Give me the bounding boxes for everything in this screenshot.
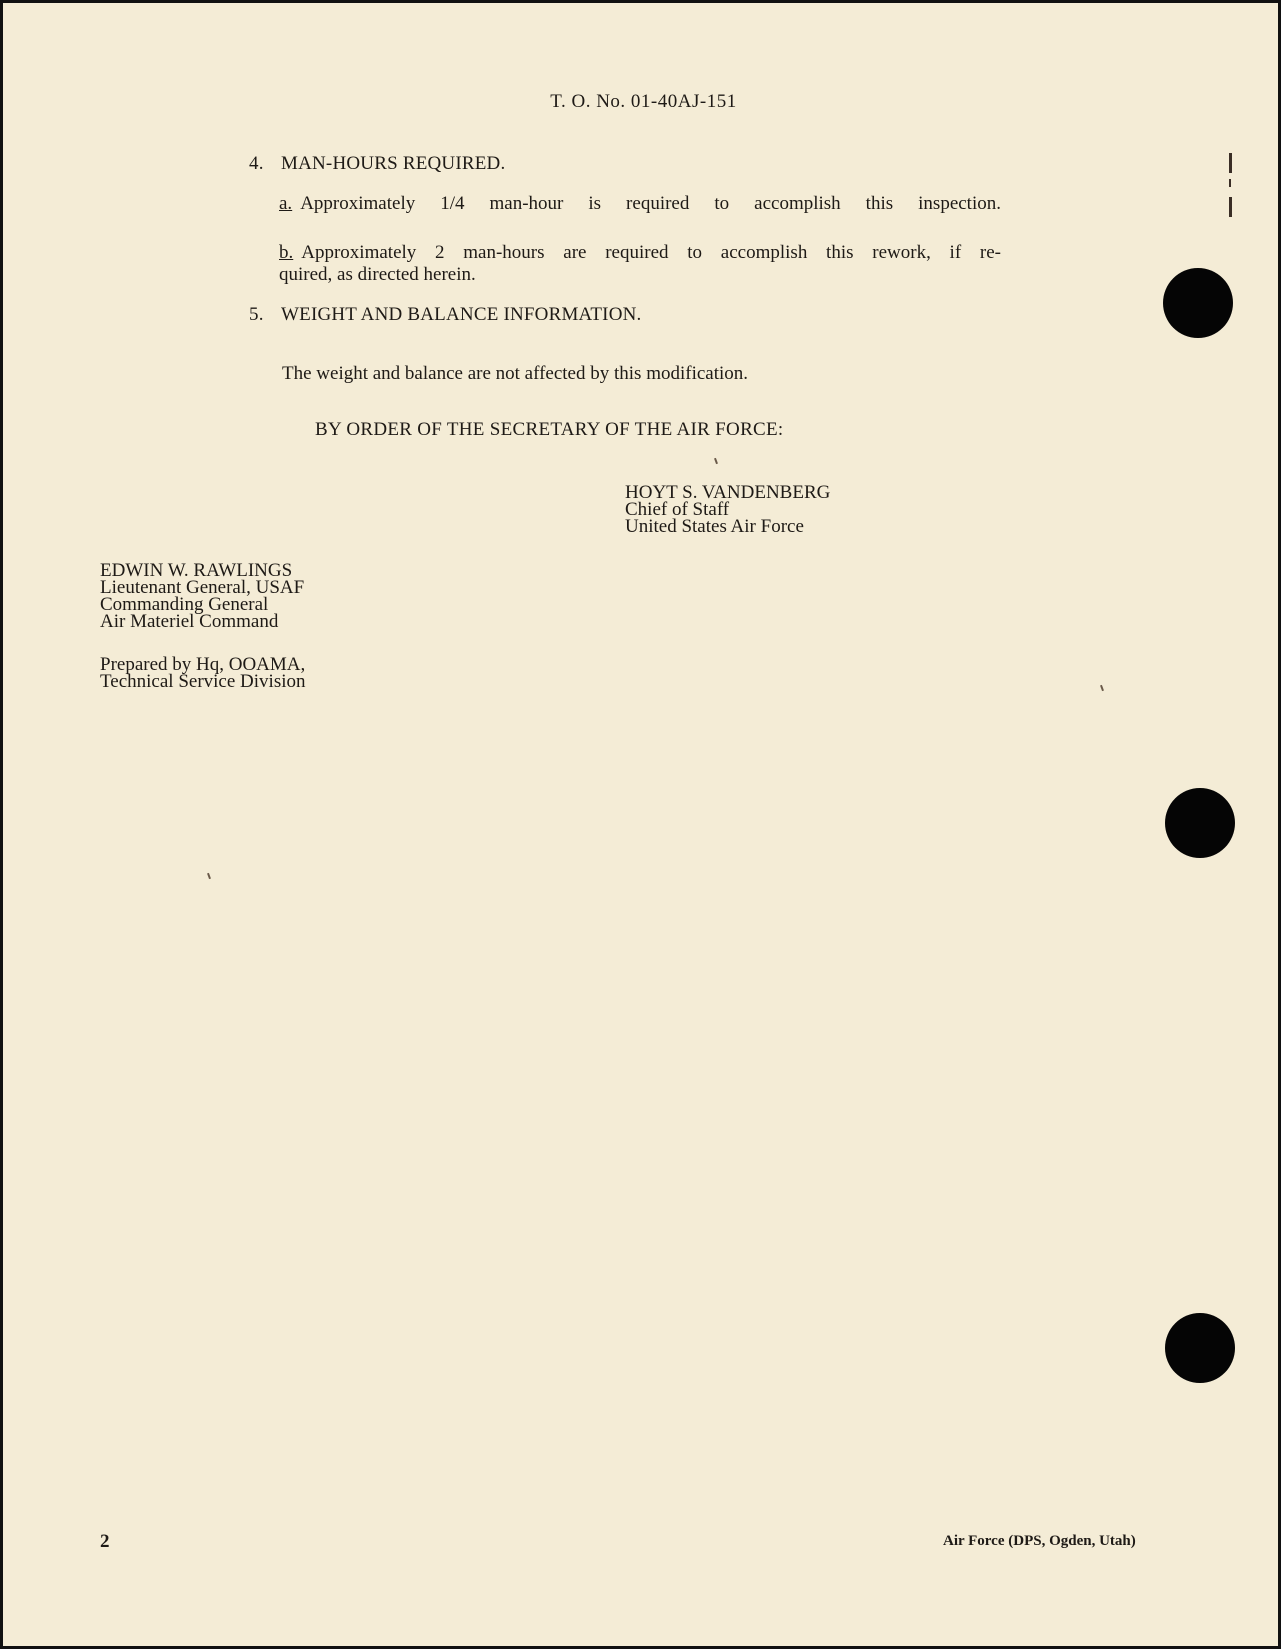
prepared-by-line-2: Technical Service Division xyxy=(100,671,306,692)
section-4-title: MAN-HOURS REQUIRED. xyxy=(281,153,506,174)
section-5-title: WEIGHT AND BALANCE INFORMATION. xyxy=(281,304,642,325)
section-4-item-b xyxy=(279,242,1001,264)
section-4-item-a xyxy=(279,193,1001,215)
section-4-number: 4. xyxy=(249,153,264,174)
binder-hole-top xyxy=(1163,268,1233,338)
item-b-line-1 xyxy=(279,242,1001,264)
prepared-by-line-1: Prepared by Hq, OOAMA, xyxy=(100,654,306,675)
section-5-number: 5. xyxy=(249,304,264,325)
general-title-2: Commanding General xyxy=(100,594,269,615)
general-signature-block xyxy=(100,562,304,630)
chief-signature-block xyxy=(625,484,830,535)
order-line: BY ORDER OF THE SECRETARY OF THE AIR FORCE: xyxy=(315,419,784,440)
chief-name: HOYT S. VANDENBERG xyxy=(625,482,831,503)
margin-tick-1 xyxy=(1229,153,1232,173)
prepared-by-block xyxy=(100,656,306,690)
binder-hole-middle xyxy=(1165,788,1235,858)
paper-speck xyxy=(1100,685,1104,691)
section-4-heading xyxy=(249,153,505,175)
page-number: 2 xyxy=(100,1531,110,1552)
paper-speck xyxy=(714,458,718,464)
general-name: EDWIN W. RAWLINGS xyxy=(100,560,293,581)
section-5-heading xyxy=(249,304,642,326)
item-a-letter: a. xyxy=(279,193,293,214)
to-number-header: T. O. No. 01-40AJ-151 xyxy=(550,91,737,112)
chief-title-2: United States Air Force xyxy=(625,516,804,537)
general-title-3: Air Materiel Command xyxy=(100,611,279,632)
binder-hole-bottom xyxy=(1165,1313,1235,1383)
item-a-line xyxy=(279,193,1001,215)
item-a-text: Approximately 1/4 man-hour is required to accomplish this inspection. xyxy=(300,193,1001,214)
section-5-text: The weight and balance are not affected by this modification. xyxy=(282,363,749,384)
item-b-letter: b. xyxy=(279,242,294,263)
item-b-text-1: Approximately 2 man-hours are required to accomplish this rework, if re- xyxy=(301,242,1001,263)
printer-imprint: Air Force (DPS, Ogden, Utah) xyxy=(943,1533,1136,1549)
item-b-line-2: quired, as directed herein. xyxy=(279,264,476,285)
general-title-1: Lieutenant General, USAF xyxy=(100,577,305,598)
margin-tick-2 xyxy=(1229,179,1231,187)
paper-speck xyxy=(207,873,211,879)
chief-title-1: Chief of Staff xyxy=(625,499,730,520)
margin-tick-3 xyxy=(1229,197,1232,217)
